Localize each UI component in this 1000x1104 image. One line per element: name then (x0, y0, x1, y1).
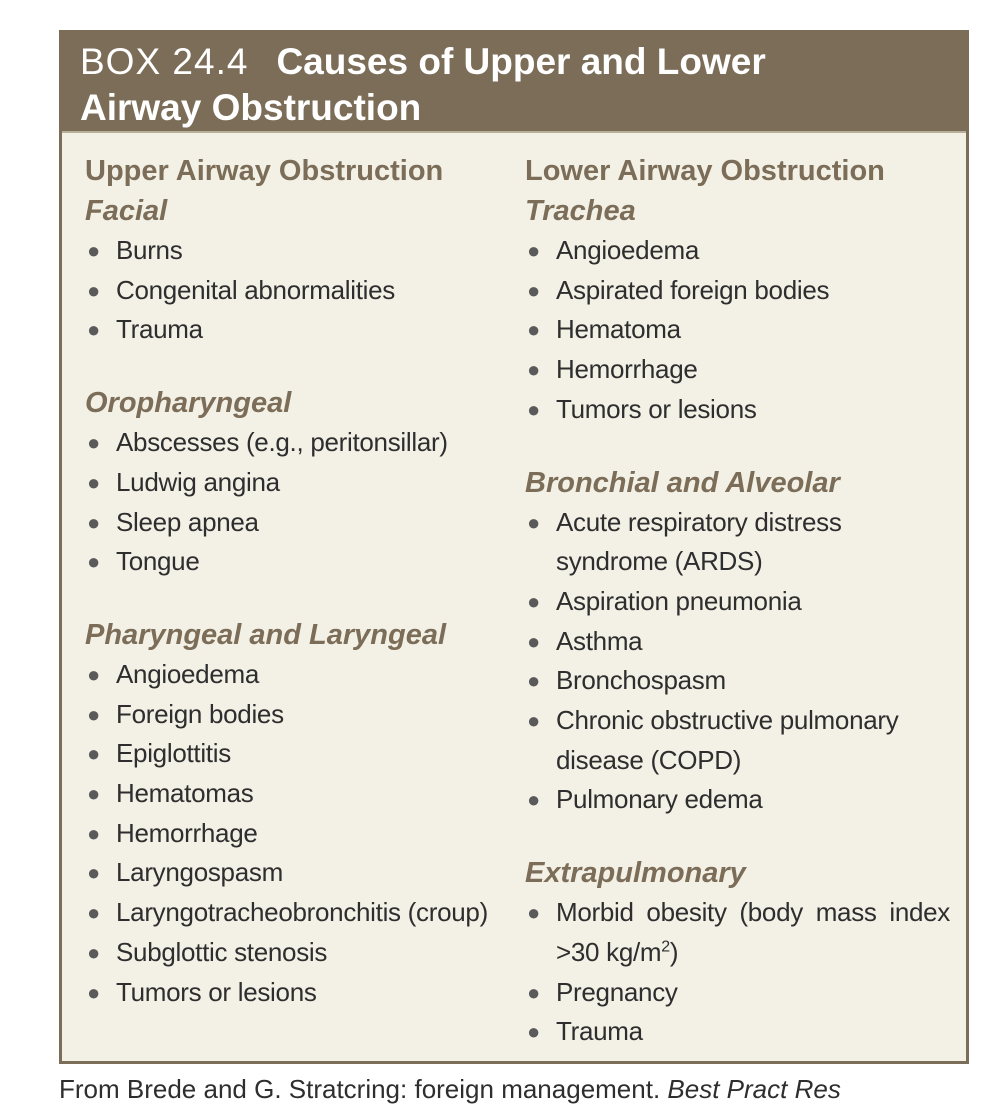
bullet-icon: ● (527, 900, 540, 926)
bullet-icon: ● (87, 509, 100, 535)
bullet-icon: ● (87, 661, 100, 687)
list-item: ● Congenital abnormalities (85, 271, 505, 311)
header-divider (62, 131, 966, 133)
list-item: ● Epiglottitis (85, 734, 505, 774)
facial-list (85, 231, 505, 350)
list-item: ● Hematomas (85, 774, 505, 814)
list-item: ● Subglottic stenosis (85, 933, 505, 973)
bullet-icon: ● (527, 1019, 540, 1045)
box-label: BOX 24.4 (80, 41, 249, 82)
bullet-icon: ● (87, 741, 100, 767)
extrapulmonary-list (525, 893, 950, 1052)
bullet-icon: ● (87, 979, 100, 1005)
list-item: ● Foreign bodies (85, 695, 505, 735)
section-heading-extrapulmonary: Extrapulmonary (525, 857, 746, 890)
info-box (59, 30, 969, 1064)
bullet-icon: ● (87, 701, 100, 727)
box-title-line2: Airway Obstruction (80, 87, 422, 128)
bullet-icon: ● (527, 317, 540, 343)
list-item: ● Aspiration pneumonia (525, 582, 950, 622)
oropharyngeal-list (85, 423, 505, 582)
pharyngeal-laryngeal-list (85, 655, 505, 1012)
bullet-icon: ● (87, 820, 100, 846)
section-heading-facial: Facial (85, 195, 168, 227)
list-item: ● Aspirated foreign bodies (525, 271, 950, 311)
list-item: ● Hemorrhage (85, 814, 505, 854)
bullet-icon: ● (87, 939, 100, 965)
list-item: ● Asthma (525, 622, 950, 662)
list-item: ● Morbid obesity (body mass index >30 $kg/m^2$) (525, 893, 950, 972)
bullet-icon: ● (87, 277, 100, 303)
bullet-icon: ● (87, 860, 100, 886)
bullet-icon: ● (527, 357, 540, 383)
bullet-icon: ● (527, 668, 540, 694)
bronchial-alveolar-list (525, 503, 950, 821)
bullet-icon: ● (87, 549, 100, 575)
box-header (62, 33, 966, 131)
footer-citation: From Brede and G. Stratcring: foreign management. Best Pract Res (59, 1074, 841, 1104)
list-item: ● Bronchospasm (525, 661, 950, 701)
list-item: ● Ludwig angina (85, 463, 505, 503)
bullet-icon: ● (527, 588, 540, 614)
bullet-icon: ● (527, 628, 540, 654)
bullet-icon: ● (87, 781, 100, 807)
list-item: ● Pregnancy (525, 973, 950, 1013)
bullet-icon: ● (527, 979, 540, 1005)
list-item: ● Sleep apnea (85, 503, 505, 543)
bullet-icon: ● (87, 430, 100, 456)
list-item: ● Acute respiratory distress syndrome (ARDS) (525, 503, 950, 582)
list-item: ● Abscesses (e.g., peritonsillar) (85, 423, 505, 463)
box-title-line1: Causes of Upper and Lower (276, 41, 766, 82)
list-item: ● Angioedema (525, 231, 950, 271)
list-item: ● Trauma (85, 310, 505, 350)
bullet-icon: ● (527, 238, 540, 263)
list-item: ● Laryngospasm (85, 853, 505, 893)
list-item: ● Hematoma (525, 310, 950, 350)
list-item: ● Trauma (525, 1012, 950, 1052)
trachea-list (525, 231, 950, 430)
list-item: ● Hemorrhage (525, 350, 950, 390)
lower-airway-heading: Lower Airway Obstruction (525, 155, 885, 187)
bullet-icon: ● (87, 469, 100, 495)
section-heading-trachea: Trachea (525, 195, 636, 227)
right-column (525, 151, 950, 1052)
bullet-icon: ● (527, 509, 540, 535)
bullet-icon: ● (87, 238, 100, 263)
bullet-icon: ● (527, 787, 540, 813)
list-item: ● Pulmonary edema (525, 780, 950, 820)
bullet-icon: ● (527, 277, 540, 303)
upper-airway-heading: Upper Airway Obstruction (85, 155, 444, 187)
list-item: ● Burns (85, 231, 505, 271)
list-item: ● Chronic obstructive pulmonary disease (COPD) (525, 701, 950, 780)
section-heading-oropharyngeal: Oropharyngeal (85, 387, 292, 420)
list-item: ● Tumors or lesions (525, 390, 950, 430)
bullet-icon: ● (527, 708, 540, 734)
list-item: ● Laryngotracheobronchitis (croup) (85, 893, 505, 933)
left-column (85, 151, 505, 1012)
list-item: ● Tumors or lesions (85, 973, 505, 1013)
section-heading-pharyngeal-laryngeal: Pharyngeal and Laryngeal (85, 618, 447, 651)
section-heading-bronchial-alveolar: Bronchial and Alveolar (525, 466, 840, 499)
bullet-icon: ● (87, 900, 100, 926)
list-item: ● Angioedema (85, 655, 505, 695)
list-item: ● Tongue (85, 542, 505, 582)
bullet-icon: ● (87, 317, 100, 343)
bullet-icon: ● (527, 396, 540, 422)
